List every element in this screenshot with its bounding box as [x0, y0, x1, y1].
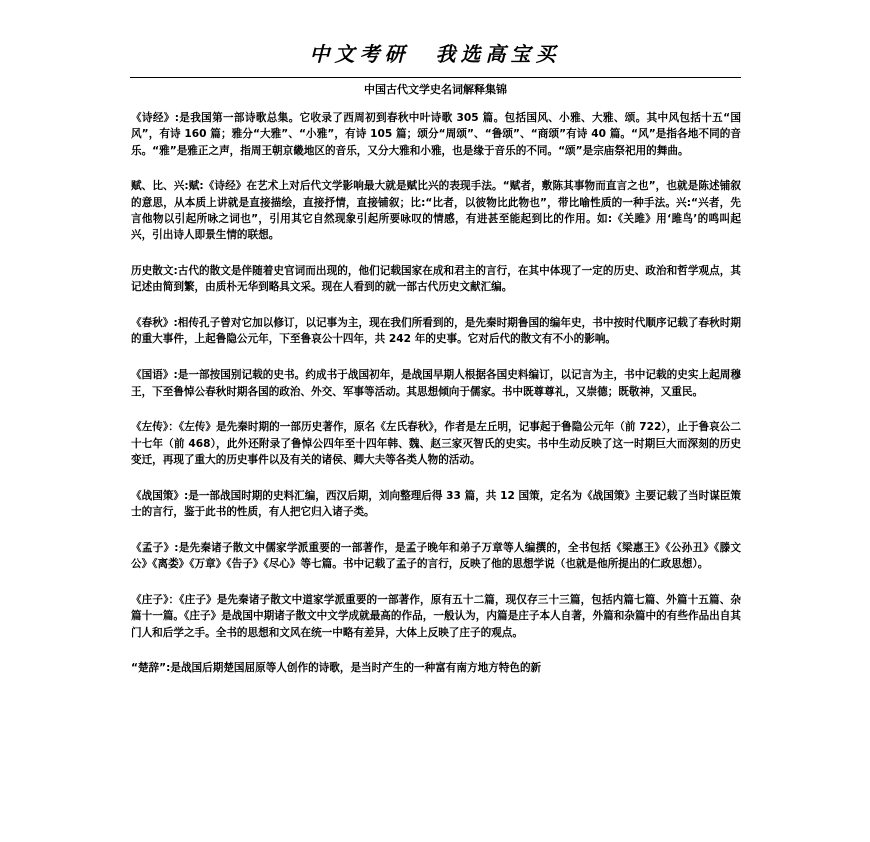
definition: ：《左传》是先秦时期的一部历史著作，原名《左氏春秋》，作者是左丘明，记事起于鲁隐公元年（前 722），止于鲁哀公二十七年（前 468），此外还附录了鲁悼公四年至十四年韩、魏、赵三家灭智氏的史实。书中生动反映了这一时期巨大而深刻的历史变迁，再现了重大的历史事件以及有关的诸侯、卿大夫等各类人物的活动。	[131, 421, 741, 466]
definition: :是我国第一部诗歌总集。它收录了西周初到春秋中叶诗歌 305 篇。包括国风、小雅、大雅、颂。其中风包括十五“国风”，有诗 160 篇；雅分“大雅”、“小雅”，有诗 105 篇；颂分“周颂”、“鲁颂”、“商颂”有诗 40 篇。“风”是指各地不同的音乐。“雅”是雅正之声，指周王朝京畿地区的音乐，又分大雅和小雅，也是缘于音乐的不同。“颂”是宗庙祭祀用的舞曲。	[131, 112, 741, 157]
document-body	[131, 110, 741, 696]
paragraph-zhanguoce	[131, 488, 741, 521]
paragraph-zhuangzi	[131, 592, 741, 641]
term: 《庄子》	[131, 593, 169, 606]
paragraph-chunqiu	[131, 315, 741, 348]
definition: :相传孔子曾对它加以修订，以记事为主，现在我们所看到的，是先秦时期鲁国的编年史，书中按时代顺序记载了春秋时期的重大事件，上起鲁隐公元年，下至鲁哀公十四年，共 242 年的史事。它对后代的散文有不小的影响。	[131, 317, 742, 346]
term: 《春秋》	[131, 317, 174, 330]
paragraph-guoyu	[131, 367, 741, 400]
paragraph-mengzi	[131, 540, 741, 573]
definition: 古代的散文是伴随着史官词而出现的，他们记载国家在成和君主的言行，在其中体现了一定的历史、政治和哲学观点，其记述由简到繁，由质朴无华到略具文采。现在人看到的就一部古代历史文献汇编。	[131, 265, 741, 294]
term: 《战国策》	[131, 489, 184, 502]
paragraph-shijing	[131, 110, 741, 159]
banner-right-text: 我选高宝买	[435, 42, 561, 66]
paragraph-zuozhuan	[131, 419, 741, 468]
term: “楚辞”	[131, 662, 167, 675]
definition: :是先秦诸子散文中儒家学派重要的一部著作，是孟子晚年和弟子万章等人编撰的，全书包括《梁惠王》《公孙丑》《滕文公》《离娄》《万章》《告子》《尽心》等七篇。书中记载了孟子的言行，反映了他的思想学说（也就是他所提出的仁政思想）。	[131, 541, 742, 571]
term: 《左传》	[131, 421, 169, 434]
header-divider	[130, 77, 741, 78]
definition: 赋:《诗经》在艺术上对后代文学影响最大就是赋比兴的表现手法。“赋者，敷陈其事物而直言之也”，也就是陈述铺叙的意思，从本质上讲就是直接描绘，直接抒情，直接铺叙；比:“比者，以彼物比此物也”，带比喻性质的一种手法。兴:“兴者，先言他物以引起所咏之词也”，引用其它自然现象引起所要咏叹的情感，有进甚至能起到比的作用。如:《关雎》用‘雎鸟’的鸣叫起兴，引出诗人即景生情的联想。	[131, 180, 741, 242]
paragraph-chuci	[131, 660, 741, 676]
definition: :是战国后期楚国屈原等人创作的诗歌，是当时产生的一种富有南方地方特色的新	[166, 662, 542, 675]
definition: :是一部按国别记载的史书。约成书于战国初年，是战国早期人根据各国史料编订，以记言为主，书中记载的史实上起周穆王，下至鲁悼公春秋时期各国的政治、外交、军事等活动。其思想倾向于儒家。书中既尊尊礼，又崇德；既敬神，又重民。	[131, 369, 742, 398]
term: 《孟子》	[131, 541, 175, 554]
banner-left-text: 中文考研	[309, 42, 410, 66]
document-title: 中国古代文学史名词解释集锦	[364, 83, 507, 96]
page-banner	[0, 38, 870, 67]
term: 历史散文:	[131, 265, 178, 278]
definition: ：《庄子》是先秦诸子散文中道家学派重要的一部著作，原有五十二篇，现仅存三十三篇，包括内篇七篇、外篇十五篇、杂篇十一篇。《庄子》是战国中期诸子散文中文学成就最高的作品，一般认为，内篇是庄子本人自著，外篇和杂篇中的有些作品出自其门人和后学之手。全书的思想和文风在统一中略有差异，大体上反映了庄子的观点。	[131, 593, 741, 639]
term: 《诗经》	[131, 112, 175, 124]
definition: :是一部战国时期的史料汇编，西汉后期，刘向整理后得 33 篇，共 12 国策，定名为《战国策》主要记载了当时谋臣策士的言行，鉴于此书的性质，有人把它归入诸子类。	[131, 489, 741, 519]
paragraph-fu-bi-xing	[131, 178, 741, 243]
term: 赋、比、兴:	[131, 180, 189, 193]
term: 《国语》	[131, 369, 174, 382]
paragraph-historical-prose	[131, 263, 741, 296]
